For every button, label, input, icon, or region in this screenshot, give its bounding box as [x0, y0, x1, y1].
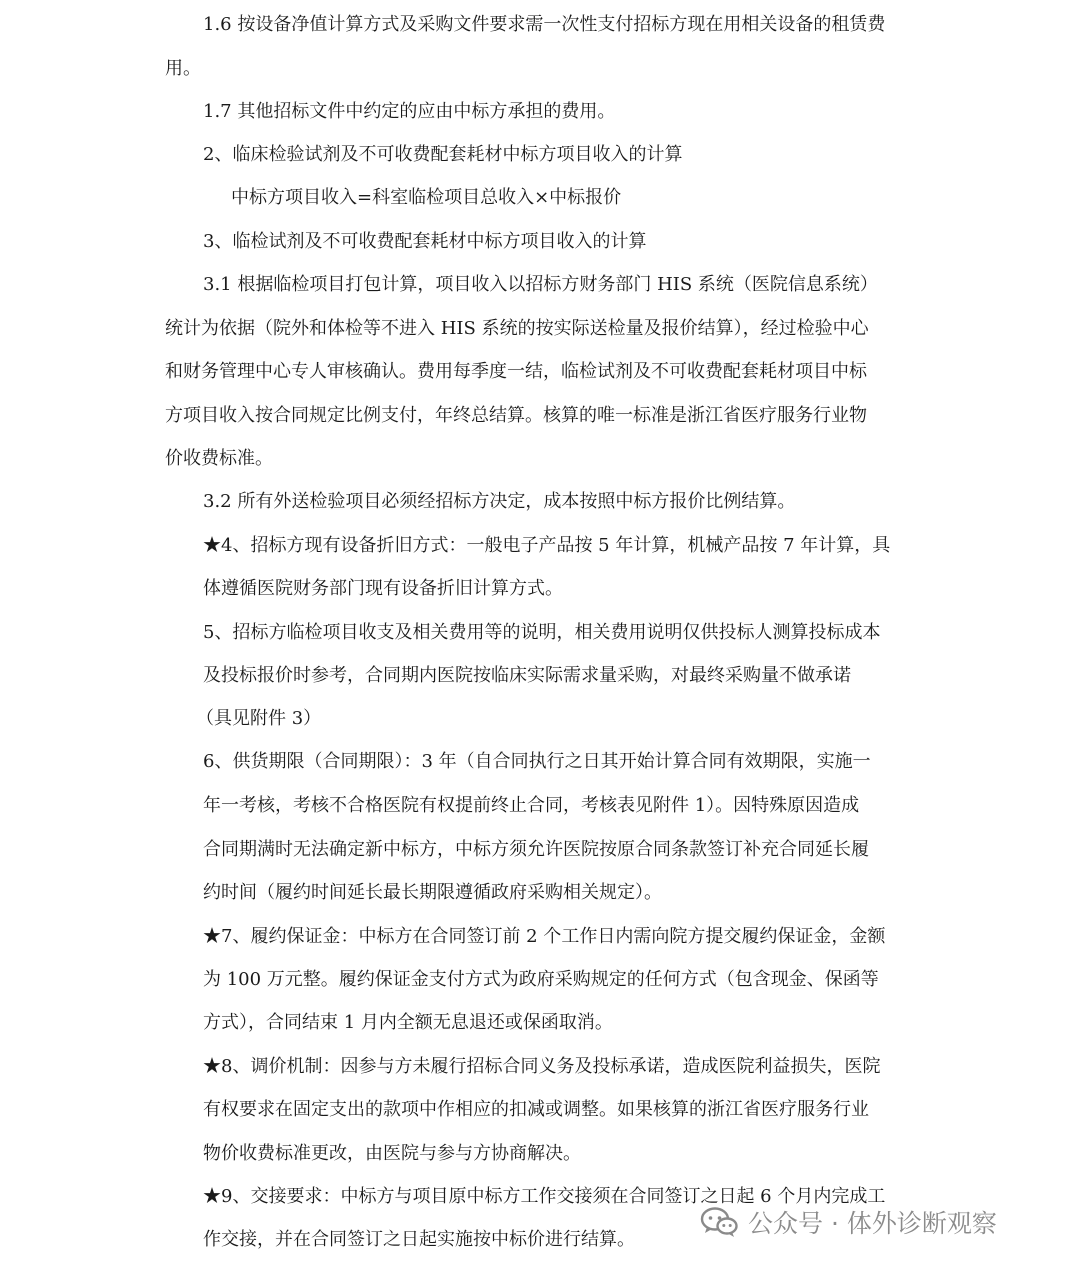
text-line: 作交接，并在合同签订之日起实施按中标价进行结算。 [203, 1229, 635, 1250]
text-line: 5、招标方临检项目收支及相关费用等的说明，相关费用说明仅供投标人测算投标成本 [203, 622, 881, 643]
text-line: 及投标报价时参考，合同期内医院按临床实际需求量采购，对最终采购量不做承诺 [203, 665, 851, 686]
text-line: 有权要求在固定支出的款项中作相应的扣减或调整。如果核算的浙江省医疗服务行业 [203, 1099, 869, 1120]
text-line: 6、供货期限（合同期限）：3 年（自合同执行之日其开始计算合同有效期限，实施一 [203, 751, 871, 772]
wechat-icon [700, 1206, 738, 1238]
text-line: 为 100 万元整。履约保证金支付方式为政府采购规定的任何方式（包含现金、保函等 [203, 969, 879, 990]
text-line: ★9、交接要求：中标方与项目原中标方工作交接须在合同签订之日起 6 个月内完成工 [203, 1186, 886, 1207]
text-line: 约时间（履约时间延长最长期限遵循政府采购相关规定）。 [203, 882, 662, 903]
text-line: 2、临床检验试剂及不可收费配套耗材中标方项目收入的计算 [203, 144, 683, 165]
text-line: 年一考核，考核不合格医院有权提前终止合同，考核表见附件 1）。因特殊原因造成 [203, 795, 860, 816]
watermark [700, 1202, 1060, 1242]
text-line: 3、临检试剂及不可收费配套耗材中标方项目收入的计算 [203, 231, 647, 252]
text-line: 用。 [165, 58, 201, 79]
text-line: 和财务管理中心专人审核确认。费用每季度一结，临检试剂及不可收费配套耗材项目中标 [165, 361, 867, 382]
text-line: （具见附件 3） [196, 708, 322, 729]
text-line: 合同期满时无法确定新中标方，中标方须允许医院按原合同条款签订补充合同延长履 [203, 839, 869, 860]
text-line: 方式），合同结束 1 月内全额无息退还或保函取消。 [203, 1012, 613, 1033]
text-line: ★8、调价机制：因参与方未履行招标合同义务及投标承诺，造成医院利益损失，医院 [203, 1056, 881, 1077]
text-line: 方项目收入按合同规定比例支付，年终总结算。核算的唯一标准是浙江省医疗服务行业物 [165, 405, 867, 426]
text-line: ★7、履约保证金：中标方在合同签订前 2 个工作日内需向院方提交履约保证金，金额 [203, 926, 886, 947]
text-line: 1.7 其他招标文件中约定的应由中标方承担的费用。 [203, 101, 616, 122]
text-line: 1.6 按设备净值计算方式及采购文件要求需一次性支付招标方现在用相关设备的租赁费 [203, 14, 886, 35]
text-line: ★4、招标方现有设备折旧方式：一般电子产品按 5 年计算，机械产品按 7 年计算，具 [203, 535, 891, 556]
watermark-text: 公众号 · 体外诊断观察 [748, 1209, 997, 1238]
text-line: 统计为依据（院外和体检等不进入 HIS 系统的按实际送检量及报价结算），经过检验中心 [165, 318, 869, 339]
text-line: 价收费标准。 [165, 448, 273, 469]
text-line: 3.1 根据临检项目打包计算，项目收入以招标方财务部门 HIS 系统（医院信息系统） [203, 274, 878, 295]
text-line: 3.2 所有外送检验项目必须经招标方决定，成本按照中标方报价比例结算。 [203, 491, 796, 512]
text-line: 物价收费标准更改，由医院与参与方协商解决。 [203, 1143, 581, 1164]
text-line: 体遵循医院财务部门现有设备折旧计算方式。 [203, 578, 563, 599]
text-line: 中标方项目收入=科室临检项目总收入×中标报价 [231, 187, 622, 208]
